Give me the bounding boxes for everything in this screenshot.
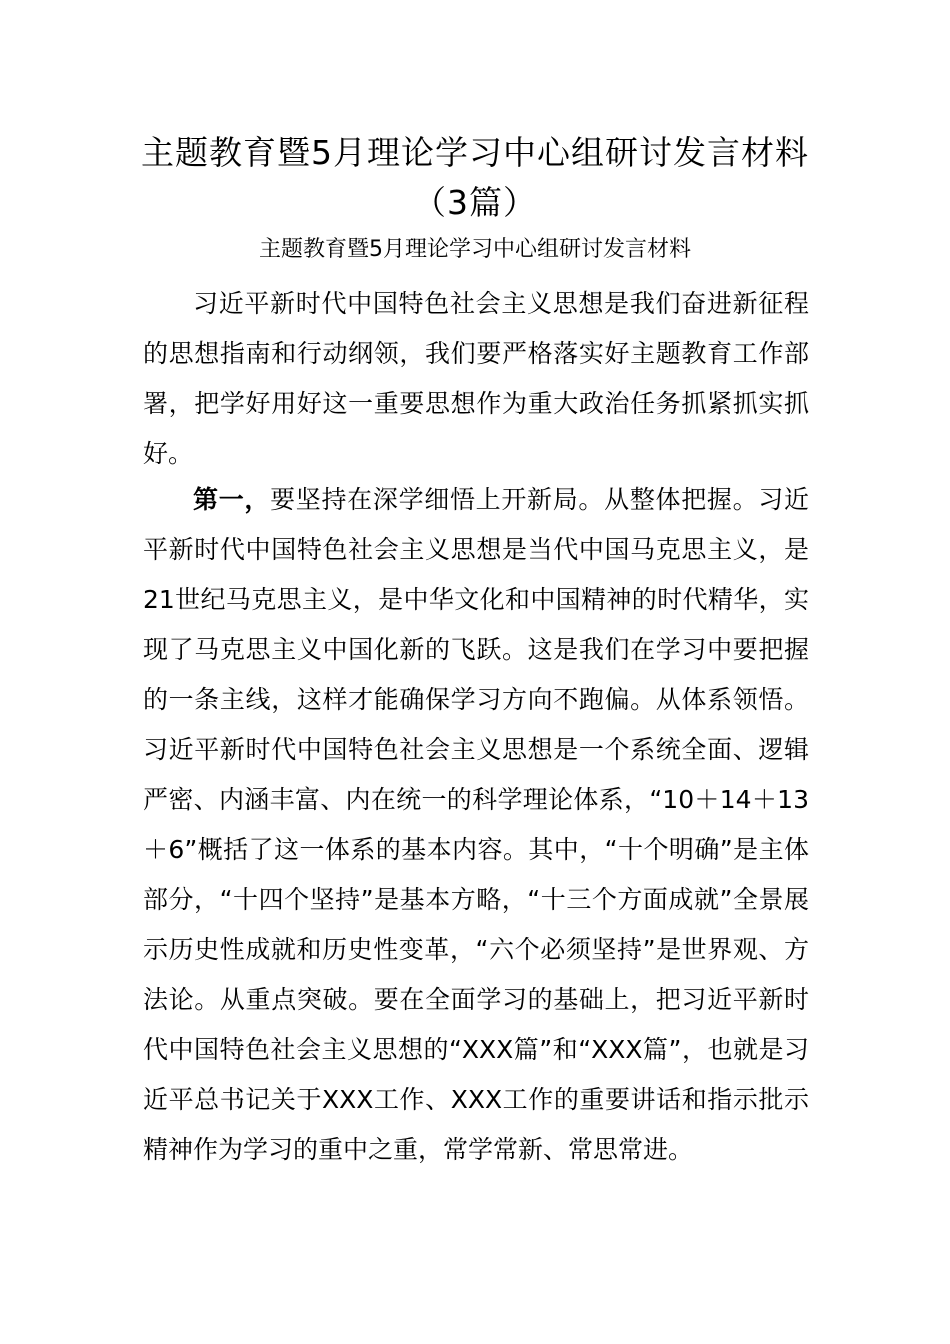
paragraph-lead: 第一， [193,485,271,514]
paragraph-intro: 习近平新时代中国特色社会主义思想是我们奋进新征程的思想指南和行动纲领，我们要严格落实好主题教育工作部署，把学好用好这一重要思想作为重大政治任务抓紧抓实抓好。 [143,289,809,468]
paragraph-body: 要坚持在深学细悟上开新局。从整体把握。习近平新时代中国特色社会主义思想是当代中国马克思主义，是21世纪马克思主义，是中华文化和中国精神的时代精华，实现了马克思主义中国化新的飞跃。这是我们在学习中要把握的一条主线，这样才能确保学习方向不跑偏。从体系领悟。习近平新时代中国特色社会主义思想是一个系统全面、逻辑严密、内涵丰富、内在统一的科学理论体系，“10＋14＋13＋6”概括了这一体系的基本内容。其中，“十个明确”是主体部分，“十四个坚持”是基本方略，“十三个方面成就”全景展示历史性成就和历史性变革，“六个必须坚持”是世界观、方法论。从重点突破。要在全面学习的基础上，把习近平新时代中国特色社会主义思想的“XXX篇”和“XXX篇”，也就是习近平总书记关于XXX工作、XXX工作的重要讲话和指示批示精神作为学习的重中之重，常学常新、常思常进。 [143,485,809,1164]
document-subtitle: 主题教育暨5月理论学习中心组研讨发言材料 [259,237,691,262]
paragraph-first-point [143,475,809,1175]
document-title: 主题教育暨5月理论学习中心组研讨发言材料（3篇） [141,133,809,222]
